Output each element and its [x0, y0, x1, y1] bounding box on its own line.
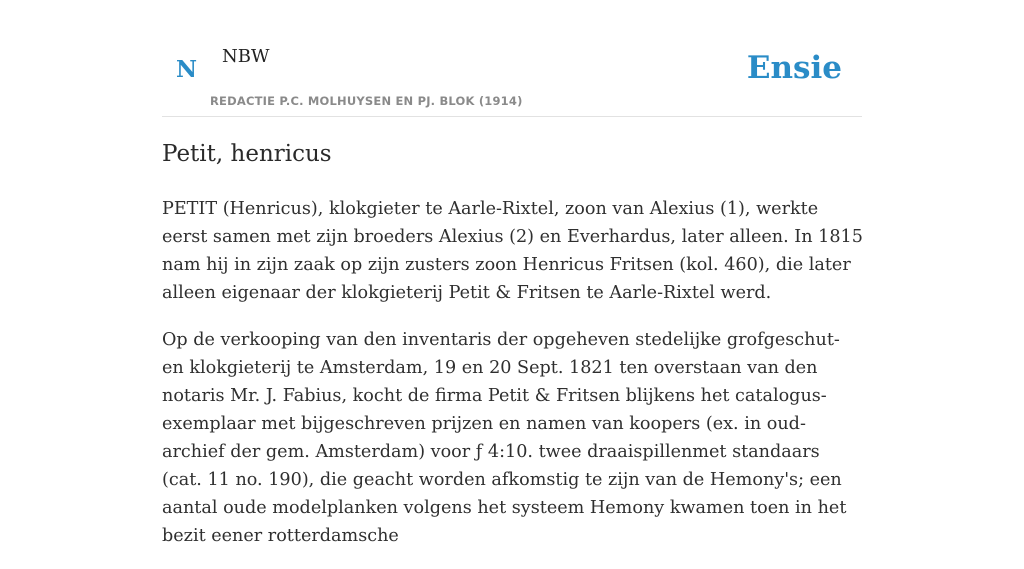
source-logo: N: [176, 56, 198, 83]
brand-logo-link[interactable]: Ensie: [746, 50, 842, 86]
article-paragraph: Op de verkooping van den inventaris der opgeheven stedelijke grofgeschut- en klokgieterij te Amsterdam, 19 en 20 Sept. 1821 ten overstaan van den notaris Mr. J. Fabius, kocht de firma Petit & Fritsen blijkens het catalogus-exemplaar met bijgeschreven prijzen en namen van koopers (ex. in oud-archief der gem. Amsterdam) voor ƒ 4:10. twee draaispillenmet standaars (cat. 11 no. 190), die geacht worden afkomstig te zijn van de Hemony's; een aantal oude modelplanken volgens het systeem Hemony kwamen toen in het bezit eener rotterdamsche: [162, 330, 847, 546]
article-title: Petit, henricus: [162, 141, 332, 167]
source-header: [162, 0, 862, 117]
article-paragraph: PETIT (Henricus), klokgieter te Aarle-Rixtel, zoon van Alexius (1), werkte eerst samen met zijn broeders Alexius (2) en Everhardus, later alleen. In 1815 nam hij in zijn zaak op zijn zusters zoon Henricus Fritsen (kol. 460), die later alleen eigenaar der klokgieterij Petit & Fritsen te Aarle-Rixtel werd.: [162, 199, 863, 303]
source-subtitle: REDACTIE P.C. MOLHUYSEN EN PJ. BLOK (1914): [210, 94, 523, 108]
article: [162, 138, 864, 569]
source-title[interactable]: NBW: [222, 46, 270, 67]
